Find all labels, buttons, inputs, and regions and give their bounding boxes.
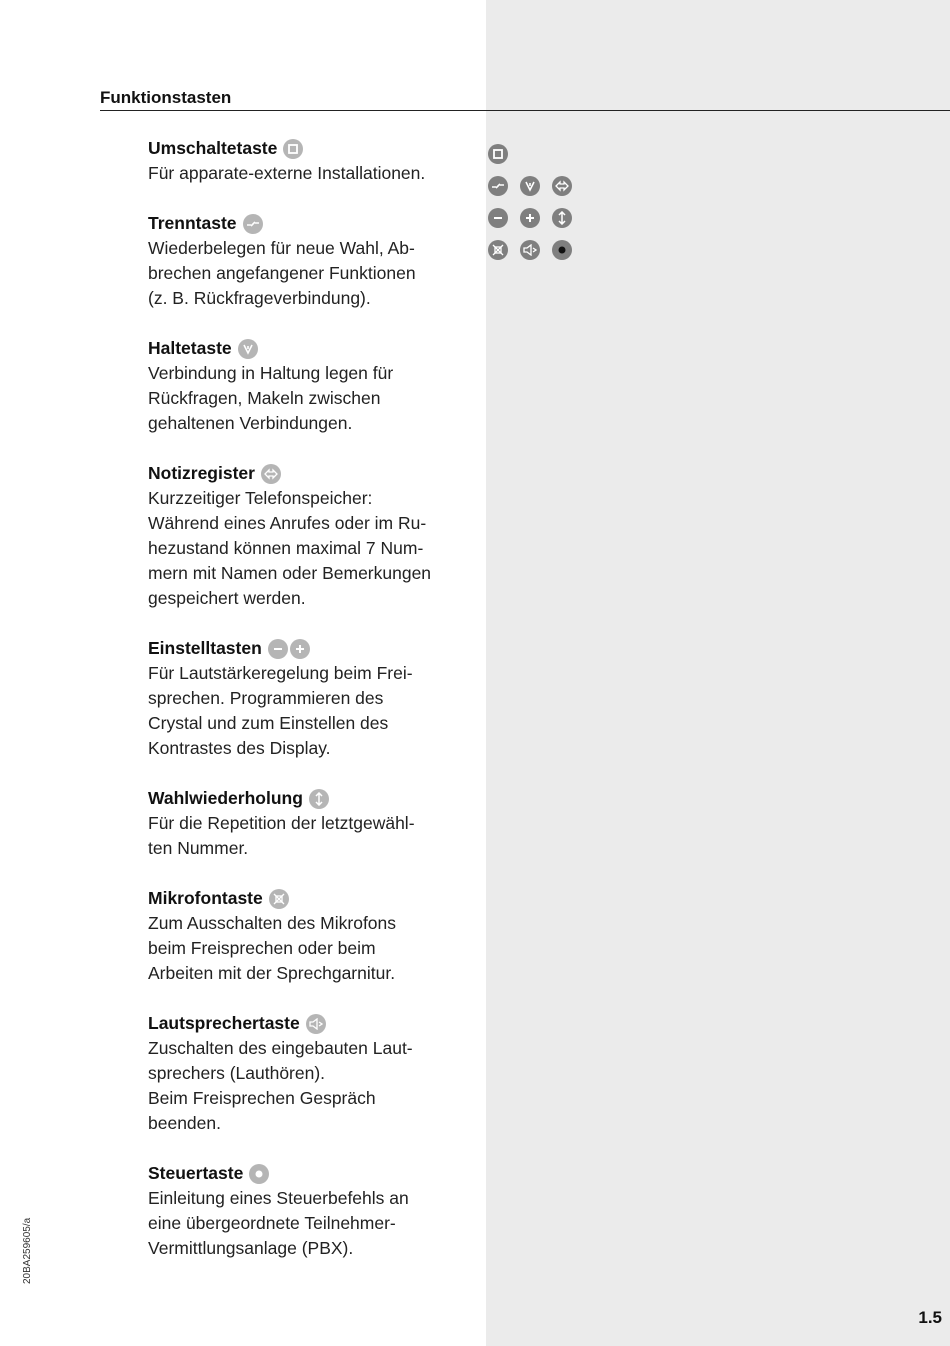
entry-text: Zuschalten des eingebauten Laut- sprechers (Lauthören). Beim Freisprechen Gespräch beenden. [148,1038,413,1133]
entry-title: Wahlwiederholung [148,788,303,808]
entry-title: Mikrofontaste [148,888,263,908]
entry-trenntaste [148,211,468,311]
disconnect-icon [488,176,508,196]
plus-icon [290,639,310,659]
entry-umschaltetaste [148,136,468,186]
minus-icon [268,639,288,659]
entry-title: Notizregister [148,463,255,483]
entry-text: Kurzzeitiger Telefonspeicher: Während eines Anrufes oder im Ru- hezustand können maximal 7 Num- mern mit Namen oder Bemerkungen gespeichert werden. [148,488,432,608]
keypad-diagram [488,144,584,272]
keypad-row [488,240,584,260]
keypad-row [488,176,584,196]
entry-text: Zum Ausschalten des Mikrofons beim Freisprechen oder beim Arbeiten mit der Sprechgarnitur. [148,913,397,983]
entry-mikrofontaste [148,886,468,986]
entry-title: Einstelltasten [148,638,262,658]
entry-title: Haltetaste [148,338,232,358]
section-title: Funktionstasten [100,88,232,107]
entry-notizregister [148,461,468,611]
entry-text: Einleitung eines Steuerbefehls an eine übergeordnete Teilnehmer- Vermittlungsanlage (PBX). [148,1188,409,1258]
speaker-icon [520,240,540,260]
entry-text: Verbindung in Haltung legen für Rückfragen, Makeln zwischen gehaltenen Verbindungen. [148,363,394,433]
redial-icon [552,208,572,228]
entry-title: Umschaltetaste [148,138,278,158]
redial-icon [309,789,329,809]
entry-text: Für apparate-externe Installationen. [148,163,426,183]
control-icon [249,1164,269,1184]
speaker-icon [306,1014,326,1034]
keypad-row [488,208,584,228]
control-icon [552,240,572,260]
entry-text: Wiederbelegen für neue Wahl, Ab- brechen angefangener Funktionen (z. B. Rückfrageverbindung). [148,238,416,308]
square-icon [488,144,508,164]
entry-einstelltasten [148,636,468,761]
entry-wahlwiederholung [148,786,468,861]
disconnect-icon [243,214,263,234]
entry-text: Für die Repetition der letztgewähl- ten Nummer. [148,813,415,858]
entry-title: Lautsprechertaste [148,1013,300,1033]
square-icon [283,139,303,159]
hold-icon [238,339,258,359]
minus-icon [488,208,508,228]
keypad-row [488,144,584,164]
entry-haltetaste [148,336,468,436]
entry-lautsprechertaste [148,1011,468,1136]
notepad-icon [552,176,572,196]
notepad-icon [261,464,281,484]
mute-icon [488,240,508,260]
entry-steuertaste [148,1161,468,1261]
hold-icon [520,176,540,196]
entry-list [148,136,468,1286]
title-rule [100,110,950,111]
entry-title: Trenntaste [148,213,237,233]
entry-title: Steuertaste [148,1163,244,1183]
plus-icon [520,208,540,228]
page-number: 1.5 [918,1308,942,1327]
document-code: 20BA259605/a [22,1217,33,1284]
entry-text: Für Lautstärkeregelung beim Frei- sprechen. Programmieren des Crystal und zum Einstellen des Kontrastes des Display. [148,663,413,758]
mute-icon [269,889,289,909]
